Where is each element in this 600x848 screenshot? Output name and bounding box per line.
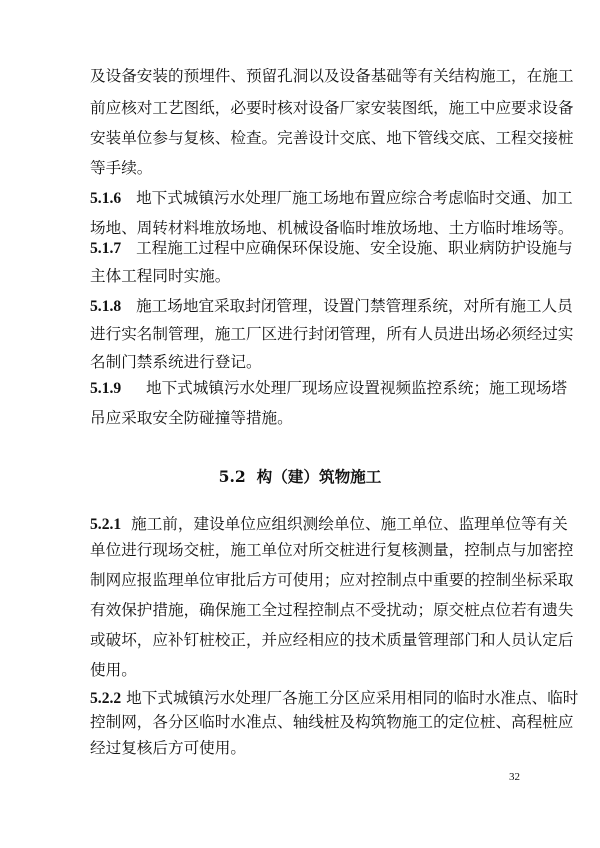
text-line: 等手续。 [90,159,153,177]
text-line: 及设备安装的预埋件、预留孔洞以及设备基础等有关结构施工，在施工 [90,67,574,85]
clause-number: 5.2.2 [90,690,122,707]
clause-number: 5.1.9 [90,380,122,397]
section-heading [0,466,600,488]
text-line: 安装单位参与复核、检查。完善设计交底、地下管线交底、工程交接桩 [90,129,574,147]
text-line: 有效保护措施，确保施工全过程控制点不受扰动；原交桩点位若有遗失 [90,601,574,619]
text-line: 前应核对工艺图纸，必要时核对设备厂家安装图纸，施工中应要求设备 [90,99,574,117]
clause-5-2-2: 5.2.2 地下式城镇污水处理厂各施工分区应采用相同的临时水准点、临时 [90,689,579,707]
text-line: 吊应采取安全防碰撞等措施。 [90,409,293,427]
clause-5-1-7: 5.1.7 工程施工过程中应确保环保设施、安全设施、职业病防护设施与 [90,239,573,257]
text-line: 进行实名制管理，施工厂区进行封闭管理，所有人员进出场必须经过实 [90,325,574,343]
text-line: 单位进行现场交桩，施工单位对所交桩进行复核测量，控制点与加密控 [90,541,574,559]
clause-5-2-1: 5.2.1 施工前，建设单位应组织测绘单位、施工单位、监理单位等有关 [90,515,568,533]
section-title: 构（建）筑物施工 [256,467,382,486]
clause-number: 5.1.7 [90,240,122,257]
clause-number: 5.1.6 [90,190,122,207]
text-line: 场地、周转材料堆放场地、机械设备临时堆放场地、土方临时堆场等。 [90,219,574,237]
text-line: 或破坏，应补钉桩校正，并应经相应的技术质量管理部门和人员认定后 [90,631,574,649]
clause-number: 5.1.8 [90,298,122,315]
text-line: 经过复核后方可使用。 [90,739,246,757]
text-line: 控制网，各分区临时水准点、轴线桩及构筑物施工的定位桩、高程桩应 [90,713,574,731]
section-number: 5.2 [218,467,246,486]
page-number: 32 [509,771,520,783]
clause-5-1-8: 5.1.8 施工场地宜采取封闭管理，设置门禁管理系统，对所有施工人员 [90,297,573,315]
clause-5-1-6: 5.1.6 地下式城镇污水处理厂施工场地布置应综合考虑临时交通、加工 [90,189,573,207]
text-line: 制网应报监理单位审批后方可使用；应对控制点中重要的控制坐标采取 [90,571,574,589]
text-line: 名制门禁系统进行登记。 [90,353,262,371]
clause-5-1-9: 5.1.9 地下式城镇污水处理厂现场应设置视频监控系统；施工现场塔 [90,379,568,397]
text-line: 使用。 [90,661,137,679]
text-line: 主体工程同时实施。 [90,267,231,285]
clause-number: 5.2.1 [90,516,122,533]
